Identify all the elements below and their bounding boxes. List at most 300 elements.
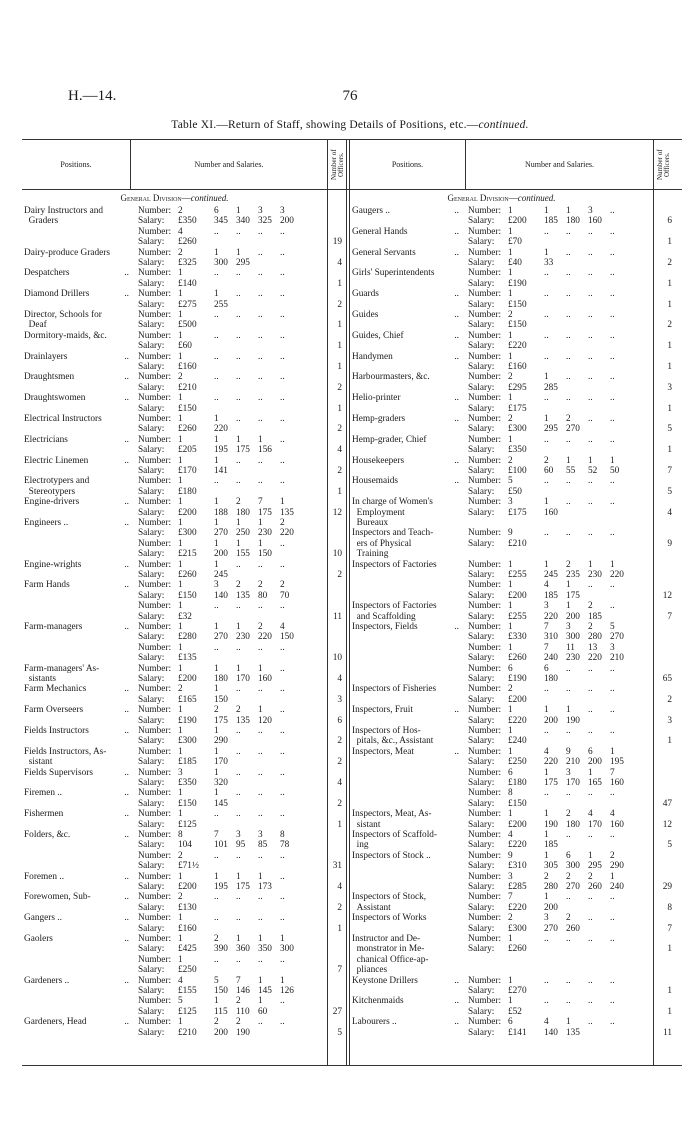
officer-count: 10 [332,549,342,560]
line-value: .. [610,372,615,383]
number-line [468,830,655,840]
salary-line [138,799,324,809]
leader-dots: .. [124,393,129,404]
line-value: 2 [214,1017,219,1028]
line-value: 6 [508,767,513,778]
officer-count: 2 [337,902,342,913]
salary-line [468,341,655,351]
salary-line [468,237,655,247]
line-label: Number: [138,684,172,695]
number-line [468,705,655,715]
line-value: 1 [508,726,513,736]
number-salary-lines [462,372,655,393]
line-value: 1 [280,497,285,508]
number-line [468,996,655,1006]
line-value: 1 [544,830,549,841]
line-value: 1 [236,871,241,882]
line-label: Salary: [138,985,165,996]
line-label: Number: [138,289,172,300]
col-header-numbers-right: Number and Salaries. [524,159,595,169]
salary-line [138,466,324,476]
line-value: 1 [178,663,183,674]
line-value: £150 [508,320,527,331]
caption-suffix: continued. [478,119,529,131]
number-salary-lines [462,830,655,851]
number-line [468,768,655,778]
officer-count: 3 [667,382,672,393]
line-value: 1 [214,434,219,445]
line-value: .. [544,934,549,945]
line-value: .. [588,226,593,237]
table-row [350,435,676,456]
officer-count: 1 [667,361,672,372]
line-value: .. [214,372,219,383]
line-value: .. [258,954,263,965]
position-name: Dormitory-maids, &c. [24,330,107,341]
officer-count: 2 [337,465,342,476]
line-value: 2 [178,372,183,383]
number-salary-lines [462,892,655,913]
line-value: 1 [544,372,549,383]
line-value: 1 [508,642,513,653]
officer-count: 1 [667,445,672,456]
line-label: Number: [138,621,172,632]
number-line [138,497,324,507]
number-salary-lines [462,227,655,248]
line-value: .. [214,850,219,861]
officer-count: 1 [337,341,342,352]
line-value: 101 [214,840,228,851]
line-value: .. [214,268,219,279]
position-name: Keystone Drillers .. [352,975,459,986]
line-label: Number: [138,206,172,216]
number-line [468,435,655,445]
number-line [468,726,655,736]
line-value: .. [214,330,219,341]
line-value: .. [588,726,593,736]
officer-count: 1 [337,403,342,414]
line-label: Salary: [138,736,165,747]
line-value: 160 [258,673,272,684]
line-value: £180 [508,777,527,788]
line-value: 50 [610,465,620,476]
number-salary-lines [462,528,655,559]
position-name: Instructor and De- monstrator in Me- chanical Office-ap- pliances [352,934,429,976]
line-label: Number: [468,788,502,799]
line-value: 1 [178,705,183,716]
line-label: Salary: [138,590,165,601]
line-value: 2 [236,497,241,508]
line-label: Salary: [468,507,495,518]
line-label: Number: [468,247,502,258]
line-value: 1 [508,393,513,404]
table-row [22,393,346,414]
line-value: .. [214,351,219,362]
line-value: 2 [178,892,183,903]
officer-count: 1 [667,403,672,414]
leader-dots: .. [124,788,129,799]
line-value: 1 [610,455,615,466]
line-label: Number: [138,580,172,591]
officer-count: 1 [667,986,672,997]
number-line [468,289,655,299]
line-value: 1 [236,206,241,216]
line-value: .. [610,830,615,841]
salary-line [138,840,324,850]
number-line [468,976,655,986]
line-label: Number: [138,767,172,778]
salary-line [138,1007,324,1017]
number-line [468,497,655,507]
number-salary-lines [132,1017,324,1038]
position-name: Handymen .. [352,351,459,362]
line-value: 70 [280,590,290,601]
position-name: Electricians .. [24,434,129,445]
line-value: £220 [508,341,527,352]
line-value: 340 [236,216,250,227]
salary-line [468,424,655,434]
line-label: Salary: [468,632,495,643]
line-value: 1 [544,767,549,778]
line-value: .. [588,372,593,383]
leader-dots: .. [454,226,459,237]
line-value: .. [280,767,285,778]
position-name: Inspectors of Works [352,913,427,924]
line-value: 290 [610,861,624,872]
line-value: .. [566,309,571,320]
line-value: 2 [508,413,513,424]
line-value: 1 [508,809,513,820]
number-line [138,435,324,445]
line-value: 1 [178,601,183,612]
line-label: Number: [468,393,502,404]
line-value: 1 [544,413,549,424]
line-value: .. [566,892,571,903]
line-value: .. [610,996,615,1007]
line-label: Salary: [468,653,495,664]
line-value: 1 [214,767,219,778]
line-value: 220 [214,424,228,435]
line-value: .. [588,247,593,258]
number-salary-lines [462,248,655,269]
line-value: 1 [214,247,219,258]
line-value: .. [258,226,263,237]
line-value: .. [280,892,285,903]
leader-dots: .. [454,351,459,362]
line-value: 220 [280,528,294,539]
position-name: Inspectors of Factories and Scaffolding [352,601,437,622]
line-value: .. [544,393,549,404]
salary-line [468,840,655,850]
officer-count: 11 [663,1027,672,1038]
line-value: 1 [544,892,549,903]
line-value: .. [544,996,549,1007]
officer-count: 4 [337,257,342,268]
officer-count: 2 [337,736,342,747]
line-value: 7 [236,975,241,986]
position-name: Gardeners .. .. [24,975,129,986]
officer-count: 11 [333,611,342,622]
line-value: .. [610,434,615,445]
line-value: .. [280,1017,285,1028]
salary-line [138,216,324,226]
position-name: Fields Instructors, As- sistant [24,746,107,768]
line-value: 188 [214,507,228,518]
line-value: 2 [508,913,513,924]
line-value: 230 [258,528,272,539]
line-value: £280 [178,632,197,643]
line-label: Salary: [138,424,165,435]
line-label: Number: [468,663,502,674]
position-name: Firemen .. .. [24,788,129,799]
line-value: 1 [214,517,219,528]
line-value: .. [280,684,285,695]
leader-dots: .. [124,455,129,466]
salary-line [468,653,655,663]
line-label: Number: [468,726,502,736]
line-label: Number: [468,206,502,216]
position-name: Draughtsmen .. [24,372,129,383]
position-name: Forewomen, Sub- .. [24,892,129,903]
line-value: 240 [610,882,624,893]
line-label: Salary: [138,694,165,705]
line-value: 7 [258,497,263,508]
position-name: Electrical Instructors [24,413,102,424]
line-value: 1 [236,933,241,944]
line-label: Number: [468,767,502,778]
line-value: 115 [214,1006,228,1017]
officer-count: 7 [667,611,672,622]
leader-dots: .. [454,476,459,487]
position-name: General Hands .. [352,226,459,237]
line-value: 1 [588,559,593,570]
number-salary-lines [132,476,324,497]
line-value: 2 [566,913,571,924]
line-value: 250 [236,528,250,539]
line-value: .. [566,788,571,799]
line-label: Number: [138,1017,172,1028]
number-salary-lines [462,809,655,830]
line-label: Salary: [468,882,495,893]
line-value: .. [588,413,593,424]
line-value: 1 [178,933,183,944]
line-value: 7 [610,767,615,778]
number-salary-lines [462,976,655,997]
line-label: Number: [468,455,502,466]
number-line [468,206,655,216]
line-value: .. [280,289,285,300]
line-value: 1 [588,455,593,466]
officer-count: 1 [667,1006,672,1017]
line-value: 3 [588,206,593,216]
line-value: .. [566,434,571,445]
line-value: 4 [178,975,183,986]
line-value: 295 [588,861,602,872]
line-value: £220 [508,715,527,726]
line-label: Salary: [468,819,495,830]
line-value: 200 [544,902,558,913]
line-value: 160 [544,507,558,518]
line-value: 185 [544,590,558,601]
line-label: Salary: [468,486,495,497]
line-value: 175 [214,715,228,726]
line-value: .. [236,455,241,466]
line-value: 150 [214,694,228,705]
officer-count: 1 [667,299,672,310]
line-value: .. [280,788,285,799]
salary-line [468,591,655,601]
number-salary-lines [462,476,655,497]
line-value: 160 [610,777,624,788]
number-line [138,976,324,986]
leader-dots: .. [454,393,459,404]
line-value: 3 [236,829,241,840]
table-row [350,830,676,851]
number-line [468,560,655,570]
division-title-left: General Division—continued. [120,193,229,203]
number-salary-lines [132,830,324,872]
line-value: .. [258,289,263,300]
line-value: 80 [258,590,268,601]
line-value: .. [588,476,593,487]
position-name: Housekeepers .. [352,455,459,466]
line-value: .. [214,476,219,487]
number-salary-lines [462,560,655,602]
line-value: .. [610,913,615,924]
line-value: 1 [236,621,241,632]
salary-line [468,383,655,393]
line-label: Number: [468,642,502,653]
salary-line [468,736,655,746]
salary-line [468,861,655,871]
line-value: .. [610,788,615,799]
line-value: 1 [214,289,219,300]
salary-line [138,383,324,393]
line-value: 1 [178,393,183,404]
line-value: 2 [566,559,571,570]
line-label: Salary: [138,673,165,684]
line-label: Salary: [468,902,495,913]
number-salary-lines [462,435,655,456]
line-value: £325 [178,257,197,268]
line-value: 1 [214,663,219,674]
line-label: Salary: [468,736,495,747]
line-value: £175 [508,507,527,518]
line-label: Number: [138,809,172,820]
position-name: Despatchers .. [24,268,129,279]
line-value: £240 [508,736,527,747]
line-value: .. [566,934,571,945]
line-value: .. [236,601,241,612]
line-value: .. [214,954,219,965]
line-value: 1 [178,413,183,424]
table-row [22,684,346,705]
line-value: £205 [178,445,197,456]
line-value: .. [544,268,549,279]
line-value: .. [280,247,285,258]
line-label: Number: [468,268,502,279]
number-salary-lines [462,331,655,352]
line-value: .. [236,913,241,924]
line-value: 1 [258,705,263,716]
number-line [468,622,655,632]
line-value: 1 [178,497,183,508]
line-label: Salary: [468,424,495,435]
line-value: 3 [214,580,219,591]
number-line [138,872,324,882]
officer-count: 3 [337,694,342,705]
line-value: 6 [544,663,549,674]
line-value: 120 [258,715,272,726]
line-value: .. [588,309,593,320]
line-label: Salary: [138,965,165,976]
line-label: Number: [468,1017,502,1028]
officer-count: 2 [667,694,672,705]
line-value: 78 [280,840,290,851]
line-label: Number: [468,330,502,341]
line-value: .. [544,309,549,320]
leader-dots: .. [124,351,129,362]
line-value: 180 [566,216,580,227]
table-row [350,934,676,976]
line-label: Salary: [138,632,165,643]
line-value: 190 [566,715,580,726]
line-value: 2 [280,580,285,591]
line-value: 104 [178,840,192,851]
line-label: Salary: [138,320,165,331]
line-value: 3 [544,913,549,924]
line-value: .. [258,892,263,903]
table-row [22,1017,346,1038]
line-label: Salary: [138,861,165,872]
line-value: .. [214,892,219,903]
number-salary-lines [132,768,324,789]
line-value: .. [566,684,571,695]
line-value: 2 [236,1017,241,1028]
line-value: 1 [508,622,513,632]
table-row [350,372,676,393]
line-value: £260 [508,653,527,664]
line-value: 1 [508,705,513,716]
line-value: 135 [566,1027,580,1038]
line-value: 1 [214,725,219,736]
table-row [22,414,346,435]
line-value: .. [236,413,241,424]
line-label: Salary: [468,777,495,788]
number-salary-lines [132,456,324,477]
line-value: 1 [566,1017,571,1028]
number-line [138,809,324,819]
line-value: 2 [236,996,241,1007]
line-value: .. [236,954,241,965]
line-value: .. [610,1017,615,1028]
line-value: .. [566,289,571,300]
line-value: .. [588,705,593,716]
officer-count: 31 [332,861,342,872]
position-name: Draughtswomen .. [24,393,129,404]
line-value: £300 [178,736,197,747]
line-label: Number: [468,309,502,320]
line-value: £200 [508,216,527,227]
line-value: 1 [508,580,513,591]
line-value: 190 [544,819,558,830]
officer-count: 1 [667,341,672,352]
line-value: .. [588,892,593,903]
salary-line [468,612,655,622]
line-label: Number: [138,725,172,736]
line-value: .. [280,434,285,445]
table-row [350,310,676,331]
